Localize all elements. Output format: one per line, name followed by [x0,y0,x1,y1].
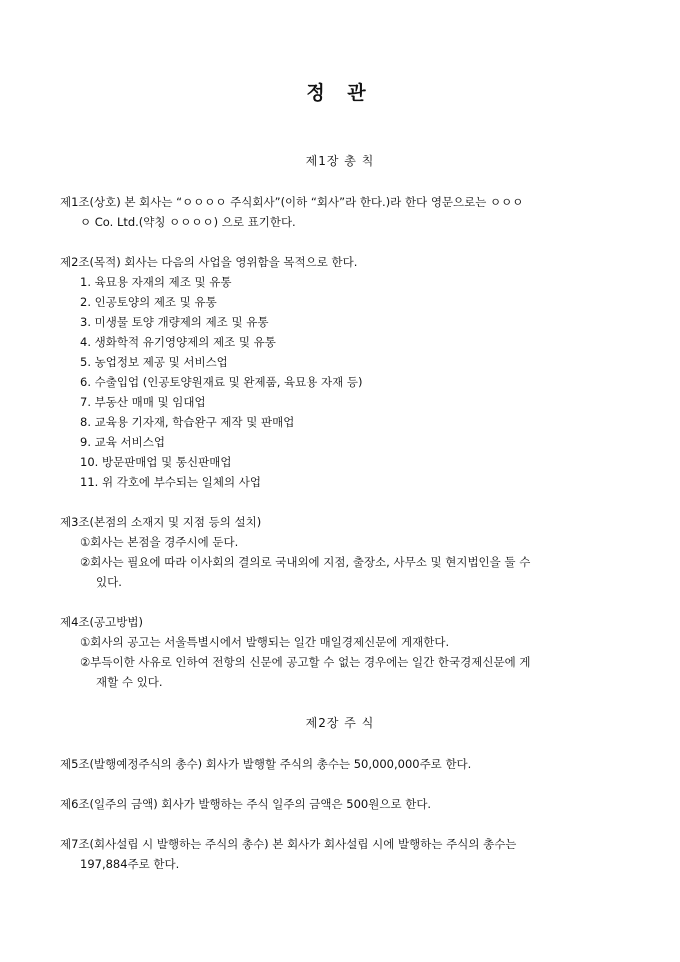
article-1-line-2: ㅇ Co. Ltd.(약칭 ㅇㅇㅇㅇ) 으로 표기한다. [80,215,296,229]
article-2-item: 3. 미생물 토양 개량제의 제조 및 유통 [80,315,269,329]
article-1-line-1: 제1조(상호) 본 회사는 “ㅇㅇㅇㅇ 주식회사”(이하 “회사”라 한다.)라 한다 영문으로는 ㅇㅇㅇ [60,195,524,209]
article-2-item: 9. 교육 서비스업 [80,435,165,449]
article-7-line-2: 197,884주로 한다. [80,857,180,871]
article-2-item: 5. 농업정보 제공 및 서비스업 [80,355,228,369]
article-5: 제5조(발행예정주식의 총수) 회사가 발행할 주식의 총수는 50,000,000주로 한다. [60,757,472,771]
article-3-clause-2-line-2: 있다. [96,575,122,589]
article-4-clause-2-line-2: 재할 수 있다. [96,675,163,689]
article-2-heading: 제2조(목적) 회사는 다음의 사업을 영위함을 목적으로 한다. [60,255,358,269]
chapter-heading-1: 제1장 총 칙 [305,154,375,168]
article-2-item: 10. 방문판매업 및 통신판매업 [80,455,232,469]
article-4-clause-2 [80,652,622,692]
article-2-item: 7. 부동산 매매 및 임대업 [80,395,206,409]
article-2-item: 11. 위 각호에 부수되는 일체의 사업 [80,475,261,489]
article-4-clause-2-line-1: ②부득이한 사유로 인하여 전항의 신문에 공고할 수 없는 경우에는 일간 한국경제신문에 게 [80,655,531,669]
article-2-item: 8. 교육용 기자재, 학습완구 제작 및 판매업 [80,415,295,429]
article-1 [60,192,622,232]
article-2-item: 2. 인공토양의 제조 및 유통 [80,295,217,309]
document-title: 정 관 [306,82,374,104]
article-7-line-1: 제7조(회사설립 시 발행하는 주식의 총수) 본 회사가 회사설립 시에 발행하는 주식의 총수는 [60,837,517,851]
article-3-clause-2-line-1: ②회사는 필요에 따라 이사회의 결의로 국내외에 지점, 출장소, 사무소 및 현지법인을 둘 수 [80,555,531,569]
article-3-clause-2 [80,552,622,592]
chapter-heading-2: 제2장 주 식 [305,716,375,730]
article-2-item: 1. 육묘용 자재의 제조 및 유통 [80,275,232,289]
article-6: 제6조(일주의 금액) 회사가 발행하는 주식 일주의 금액은 500원으로 한다. [60,797,432,811]
article-4-heading: 제4조(공고방법) [60,615,143,629]
article-2-item: 4. 생화학적 유기영양제의 제조 및 유통 [80,335,276,349]
article-2-item: 6. 수출입업 (인공토양원재료 및 완제품, 육묘용 자재 등) [80,375,363,389]
article-4-clause-1: ①회사의 공고는 서울특별시에서 발행되는 일간 매일경제신문에 게재한다. [80,635,450,649]
article-3-heading: 제3조(본점의 소재지 및 지점 등의 설치) [60,515,262,529]
article-3-clause-1: ①회사는 본점을 경주시에 둔다. [80,535,239,549]
article-7 [60,834,622,874]
